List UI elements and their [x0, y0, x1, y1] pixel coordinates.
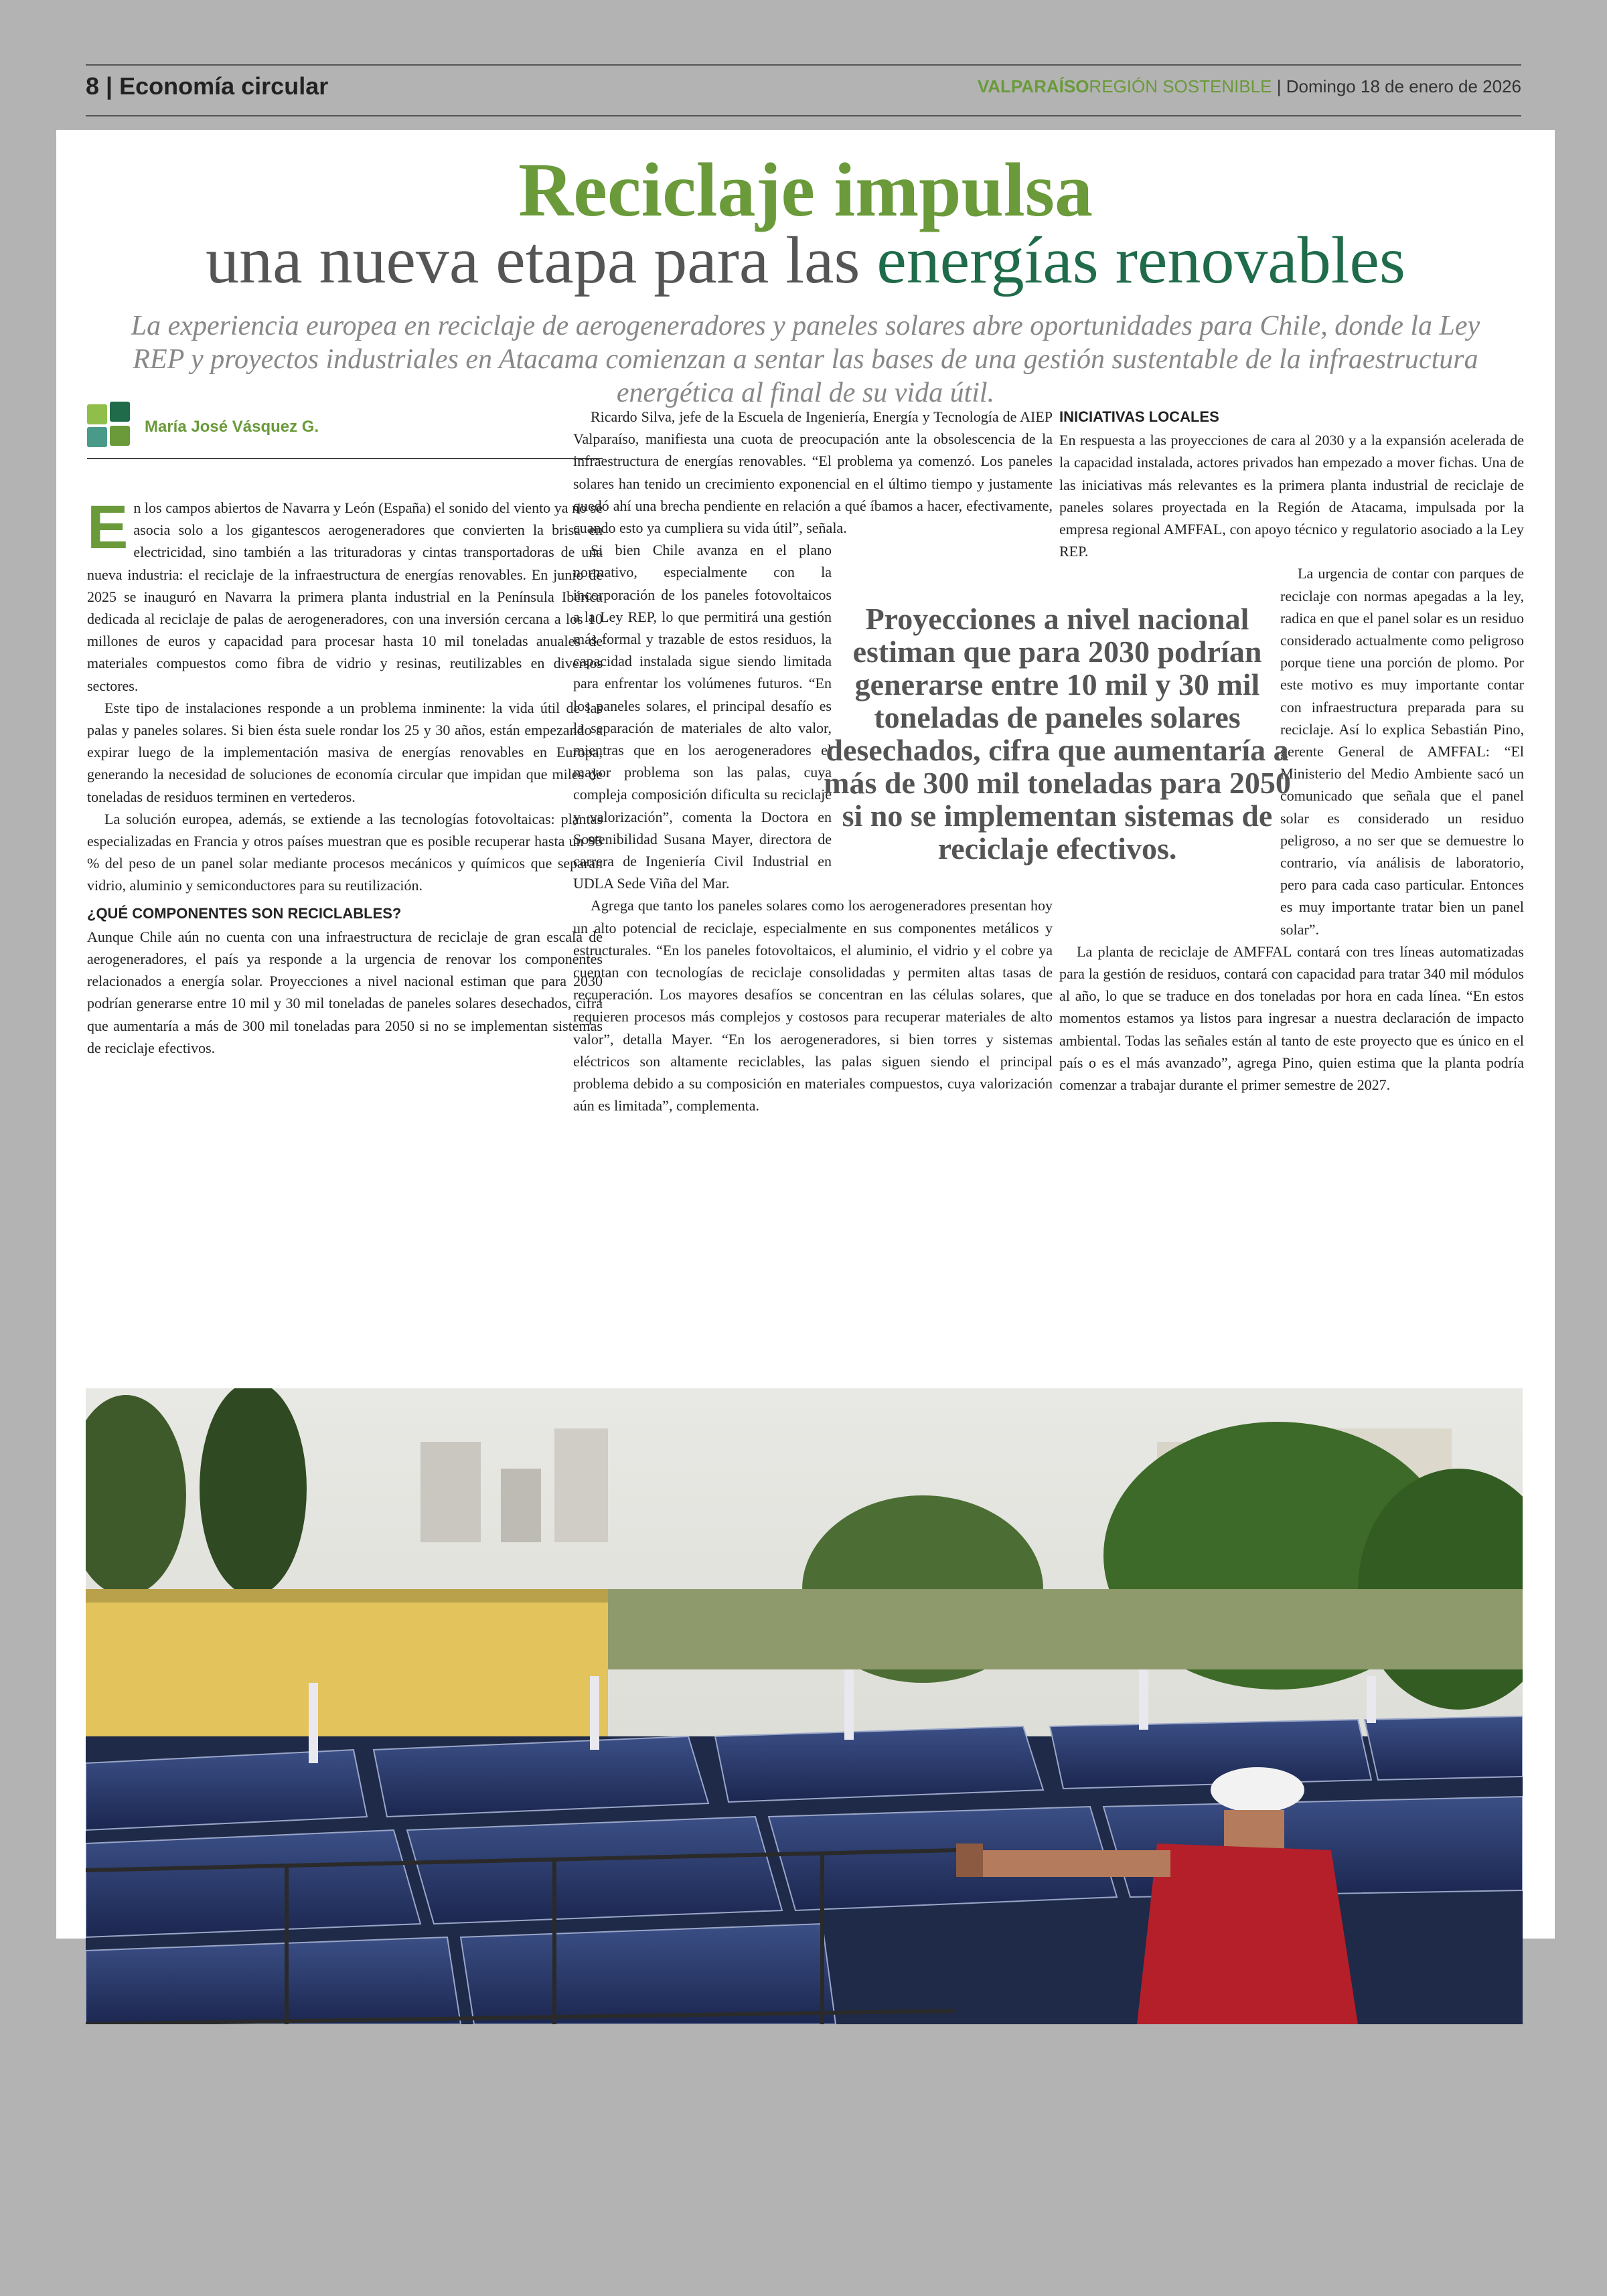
separator: | [1276, 76, 1286, 96]
subheading: ¿QUÉ COMPONENTES SON RECICLABLES? [87, 904, 402, 922]
brand-primary: VALPARAÍSO [977, 76, 1089, 96]
paragraph: La solución europea, además, se extiende a las tecnologías fotovoltaicas: plantas especializadas en Francia y otros países muestran que es posible recuperar hasta un 95 % del peso de un panel solar mediante procesos mecánicos y químicos que separan vidrio, aluminio y semiconductores para su reutilización. [87, 810, 603, 894]
page-number: 8 [86, 72, 100, 100]
brand-secondary: REGIÓN SOSTENIBLE [1089, 76, 1272, 96]
paragraph: Si bien Chile avanza en el plano normativo, especialmente con la incorporación de los paneles fotovoltaicos a la Ley REP, lo que permitirá una gestión más formal y trazable de estos residuos, la capacidad instalada sigue siendo limitada para enfrentar los volúmenes futuros. “En los paneles solares, el principal desafío es la separación de materiales de alto valor, mientras que en los aerogeneradores el mayor problema son las palas, cuya compleja composición dificulta su reciclaje y valorización”, comenta la Doctora en Sostenibilidad Susana Mayer, directora de carrera de Ingeniería Civil Industrial en UDLA Sede Viña del Mar. [573, 542, 832, 892]
section-name: Economía circular [119, 72, 329, 100]
byline [87, 402, 603, 459]
paragraph: Ricardo Silva, jefe de la Escuela de Ingeniería, Energía y Tecnología de AIEP Valparaíso, manifiesta una cuota de preocupación ante la obsolescencia de la infraestructura de energías renovables. “El problema ya comenzó. Los paneles solares han tenido un crecimiento exponencial en el último tiempo y justamente quedó ahí una brecha pendiente en relación a qué íbamos a hacer, efectivamente, cuando esto ya cumpliera su vida útil”, señala. [573, 408, 1053, 537]
paragraph: Este tipo de instalaciones responde a un problema inminente: la vida útil de las palas y paneles solares. Si bien ésta suele rondar los 25 y 30 años, están empezando a expirar luego de la implementación masiva de energías renovables en Europa, generando la necesidad de soluciones de economía circular que impidan que miles de toneladas de residuos terminen en vertederos. [87, 699, 603, 805]
article-dek: La experiencia europea en reciclaje de aerogeneradores y paneles solares abre oportunidades para Chile, donde la Ley REP y proyectos industriales en Atacama comienzan a sentar las bases de una gestión sustentable de la infraestructura energética al final de su vida útil. [131, 311, 1480, 408]
article-sheet [56, 130, 1555, 1939]
pull-quote: Proyecciones a nivel nacional estiman que para 2030 podrían generarse entre 10 mil y 30 mil toneladas de paneles solares desechados, cifra que aumentaría a más de 300 mil toneladas para 2050 si no se implementan sistemas de reciclaje efectivos. [824, 602, 1291, 866]
paragraph: La planta de reciclaje de AMFFAL contará con tres líneas automatizadas para la gestión de residuos, contará con capacidad para tratar 340 mil módulos al año, lo que se traduce en dos toneladas por hora en cada línea. “En estos momentos estamos ya listos para ingresar a nuestra declaración de impacto ambiental. Todas las señales están al tanto de este proyecto que es único en el país o es el más avanzado”, agrega Pino, quien estima que la planta podría comenzar a trabajar durante el primer semestre de 2027. [1059, 942, 1524, 1094]
drop-cap: E [87, 493, 129, 562]
column-1 [87, 493, 603, 1059]
author-name: María José Vásquez G. [145, 418, 319, 436]
section-label [86, 72, 328, 100]
headline-line1: Reciclaje impulsa [518, 147, 1093, 232]
subheading: INICIATIVAS LOCALES [1059, 408, 1219, 425]
headline-line2 [56, 224, 1555, 297]
paragraph [87, 493, 603, 697]
separator: | [106, 72, 113, 100]
headline-line2-start: una nueva etapa para las [206, 223, 877, 297]
paragraph: Aunque Chile aún no cuenta con una infraestructura de reciclaje de gran escala de aerogeneradores, el país ya responde a la urgencia de renovar los componentes relacionados a energía solar. Proyecciones a nivel nacional estiman que para 2030 podrían generarse entre 10 mil y 30 mil toneladas de paneles solares desechados, cifra que aumentaría a más de 300 mil toneladas para 2050 si no se implementan sistemas de reciclaje efectivos. [87, 928, 603, 1056]
paragraph: Agrega que tanto los paneles solares como los aerogeneradores presentan hoy un alto potencial de reciclaje, especialmente en sus componentes metálicos y estructurales. “En los paneles fotovoltaicos, el aluminio, el vidrio y el cobre ya cuentan con tecnologías de reciclaje consolidadas y permiten altas tasas de recuperación. Los mayores desafíos se concentran en las células solares, que requieren procesos más complejos y costosos para recuperar materiales de alto valor”, detalla Mayer. “En los aerogeneradores, si bien torres y sistemas eléctricos son altamente reciclables, las palas siguen siendo el principal problema debido a su composición en materiales compuestos, cuya valorización aún es limitada”, complementa. [573, 897, 1053, 1115]
issue-date: Domingo 18 de enero de 2026 [1286, 76, 1521, 96]
page-header [86, 64, 1521, 116]
paragraph-text: n los campos abiertos de Navarra y León (España) el sonido del viento ya no se asocia solo a los gigantescos aerogeneradores que convierten la brisa en electricidad, sino también a las trituradoras y cintas transportadoras de una nueva industria: el reciclaje de la infraestructura de energías renovables. En junio de 2025 se inauguró en Navarra la primera planta industrial en la Península Ibérica dedicada al reciclaje de palas de aerogeneradores, con una inversión cercana a los 10 millones de euros y capacidad para procesar hasta 10 mil toneladas anuales de materiales compuestos como fibra de vidrio y resinas, reutilizables en diversos sectores. [87, 499, 603, 694]
section-logo-icon [87, 402, 133, 448]
solar-panels-photo [86, 1388, 1523, 2024]
headline-line2-accent: energías renovables [876, 223, 1405, 297]
publication-info [978, 76, 1521, 97]
paragraph: En respuesta a las proyecciones de cara al 2030 y a la expansión acelerada de la capacidad instalada, actores privados han empezado a mover fichas. Una de las iniciativas más relevantes es la primera planta industrial de reciclaje de paneles solares proyectada en la Región de Atacama, impulsada por la empresa regional AMFFAL, con apoyo técnico y regulatorio asociado a la Ley REP. [1059, 432, 1524, 560]
paragraph: La urgencia de contar con parques de reciclaje con normas apegadas a la ley, radica en que el panel solar es un residuo considerado actualmente como peligroso porque tiene una porción de plomo. Por este motivo es muy importante contar con infraestructura preparada para su reciclaje. Así lo explica Sebastián Pino, gerente General de AMFFAL: “El Ministerio del Medio Ambiente sacó un comunicado que señala que el panel solar es considerado un residuo peligroso, a no ser que se demuestre lo contrario, vía análisis de laboratorio, pero para cada caso particular. Entonces es muy importante tratar bien un panel solar”. [1280, 565, 1524, 938]
